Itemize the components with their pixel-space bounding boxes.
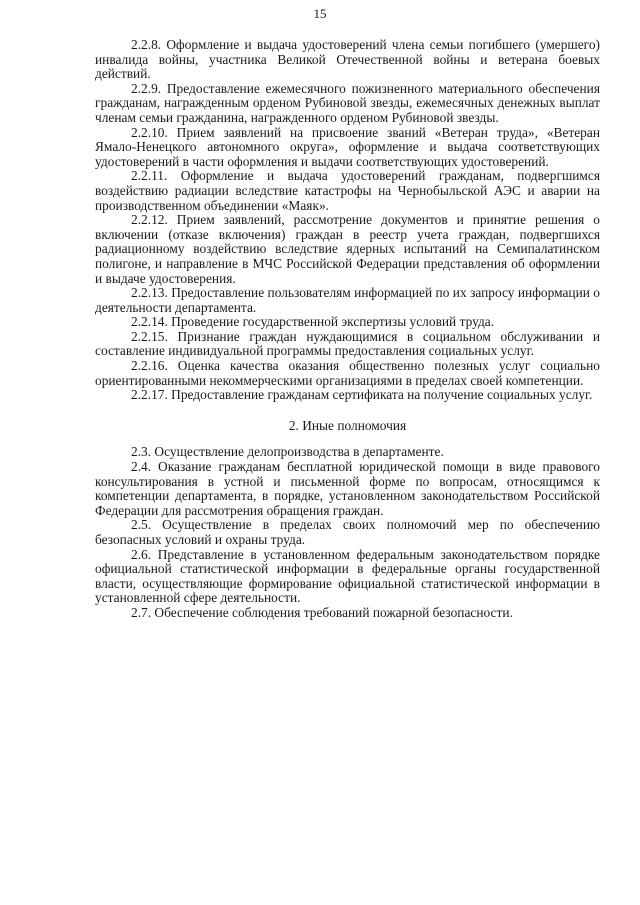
- document-body: [95, 38, 600, 621]
- paragraph-2-2-12: 2.2.12. Прием заявлений, рассмотрение документов и принятие решения о включении (отказе включения) граждан в реестр учета граждан, подвергшихся радиационному воздействию вследствие ядерных испытаний на Семипалатинском полигоне, и направление в МЧС Российской Федерации представления об оформлении и выдаче удостоверения.: [95, 212, 600, 286]
- paragraph-2-2-15: 2.2.15. Признание граждан нуждающимися в социальном обслуживании и составление индивидуальной программы предоставления социальных услуг.: [95, 328, 600, 359]
- paragraph-2-2-11: 2.2.11. Оформление и выдача удостоверений гражданам, подвергшимся воздействию радиации вследствие катастрофы на Чернобыльской АЭС и аварии на производственном объединении «Маяк».: [95, 168, 600, 213]
- paragraph-2-2-14: 2.2.14. Проведение государственной экспертизы условий труда.: [131, 314, 495, 330]
- paragraph-2-6: 2.6. Представление в установленном федеральным законодательством порядке официальной статистической информации в федеральные органы государственной власти, осуществляющие формирование официальной статистической информации в установленной сфере деятельности.: [95, 546, 600, 606]
- section-heading: 2. Иные полномочия: [288, 417, 407, 433]
- paragraph-2-2-8: 2.2.8. Оформление и выдача удостоверений члена семьи погибшего (умершего) инвалида войны, участника Великой Отечественной войны и ветерана боевых действий.: [95, 37, 600, 82]
- page-number: 15: [313, 6, 327, 21]
- paragraph-2-2-16: 2.2.16. Оценка качества оказания общественно полезных услуг социально ориентированными некоммерческими организациями в пределах своей компетенции.: [95, 358, 600, 388]
- paragraph-2-2-9: 2.2.9. Предоставление ежемесячного пожизненного материального обеспечения гражданам, награжденным орденом Рубиновой звезды, ежемесячных денежных выплат членам семьи гражданина, награжденного орденом Рубиновой звезды.: [95, 80, 600, 125]
- paragraph-2-5: 2.5. Осуществление в пределах своих полномочий мер по обеспечению безопасных условий и охраны труда.: [95, 517, 600, 547]
- paragraph-2-2-17: 2.2.17. Предоставление гражданам сертификата на получение социальных услуг.: [131, 387, 593, 403]
- paragraph-2-2-10: 2.2.10. Прием заявлений на присвоение званий «Ветеран труда», «Ветеран Ямало-Ненецкого автономного округа», оформление и выдача соответствующих удостоверений в части оформления и выдачи соответствующих удостоверений.: [95, 124, 600, 169]
- paragraph-2-7: 2.7. Обеспечение соблюдения требований пожарной безопасности.: [131, 604, 513, 620]
- paragraph-2-2-13: 2.2.13. Предоставление пользователям информацией по их запросу информации о деятельности департамента.: [95, 285, 600, 315]
- paragraph-2-3: 2.3. Осуществление делопроизводства в департаменте.: [131, 444, 444, 460]
- paragraph-2-4: 2.4. Оказание гражданам бесплатной юридической помощи в виде правового консультирования в устной и письменной форме по вопросам, относящимся к компетенции департамента, в порядке, установленном законодательством Российской Федерации для рассмотрения обращения граждан.: [95, 459, 600, 518]
